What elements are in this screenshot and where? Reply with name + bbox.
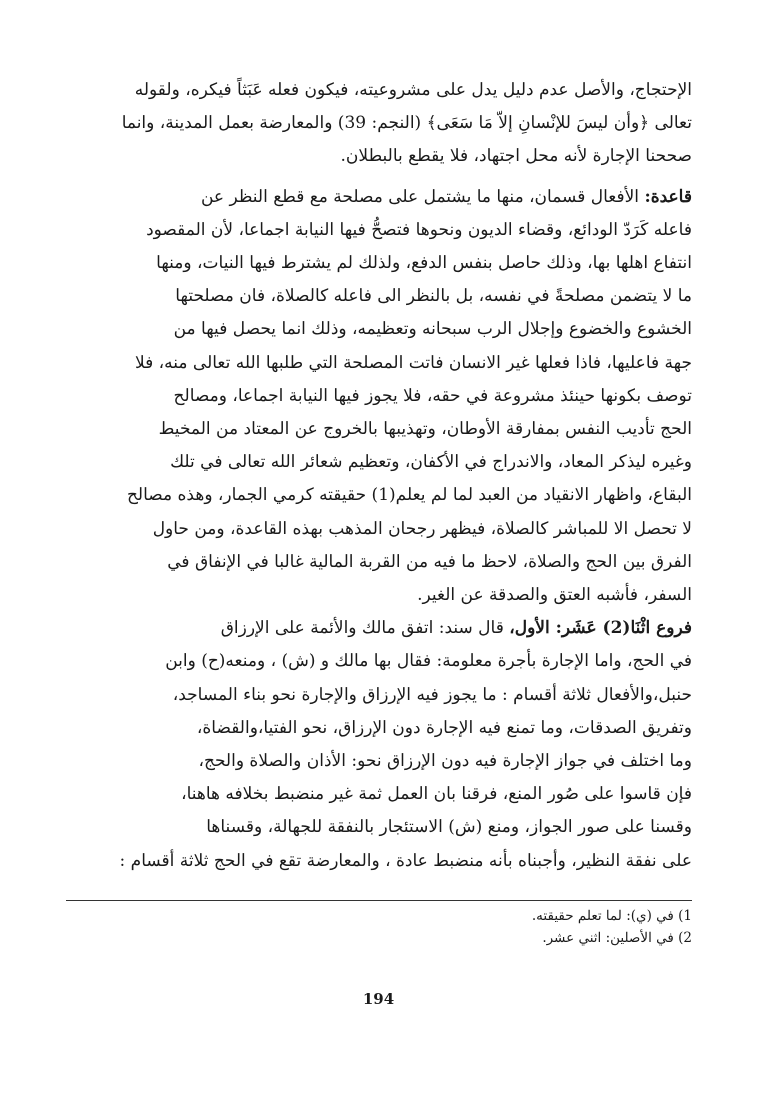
text-line: ما لا يتضمن مصلحةً في نفسه، بل بالنظر الى فاعله كالصلاة، فان مصلحتها: [175, 286, 692, 307]
paragraph-1: [66, 74, 692, 174]
text-line: قال سند: اتفق مالك والأئمة على الإرزاق: [220, 618, 504, 639]
text-line: في الحج، واما الإجارة بأجرة معلومة: فقال بها مالك و (ش) ، ومنعه(ح) وابن: [165, 651, 692, 672]
text-line-with-heading: [66, 181, 692, 214]
text-line: البقاع، واظهار الانقياد من العبد لما لم يعلم(1) حقيقته كرمي الجمار، وهذه مصالح: [126, 485, 692, 506]
text-line: وما اختلف في جواز الإجارة فيه دون الإرزاق نحو: الأذان والصلاة والحج،: [198, 751, 692, 772]
page-number: 194: [362, 990, 395, 1008]
text-line: لا تحصل الا للمباشر كالصلاة، فيظهر رجحان المذهب بهذه القاعدة، ومن حاول: [152, 518, 692, 539]
text-line: توصف بكونها حينئذ مشروعة في حقه، فلا يجوز فيها النيابة اجماعا، ومصالح: [173, 385, 692, 406]
text-line: وغيره ليذكر المعاد، والاندراج في الأكفان، وتعظيم شعائر الله تعالى في تلك: [170, 452, 692, 473]
text-line: تعالى ﴿وأن ليسَ للإنْسانِ إلاّ مَا سَعَى﴾ (النجم: 39) والمعارضة بعمل المدينة، وانما: [121, 113, 692, 134]
footnote: 1) في (ي): لما تعلم حقيقته.: [531, 908, 692, 924]
text-line: فإن قاسوا على صُور المنع، فرقنا بان العمل ثمة غير منضبط بخلافه هاهنا،: [181, 784, 692, 805]
footnote: 2) في الأصلين: اثني عشر.: [542, 930, 692, 946]
text-line: الخشوع والخضوع وإجلال الرب سبحانه وتعظيمه، وذلك انما يحصل فيها من: [173, 319, 692, 340]
text-line: الأفعال قسمان، منها ما يشتمل على مصلحة مع قطع النظر عن: [200, 186, 640, 207]
text-line: انتفاع اهلها بها، وذلك حاصل بنفس الدفع، ولذلك لم يشترط فيها النيات، ومنها: [156, 253, 692, 274]
footnotes: [66, 900, 692, 949]
text-line: الفرق بين الحج والصلاة، لاحظ ما فيه من القربة المالية غالبا في الإنفاق في: [167, 551, 692, 572]
text-line: وتفريق الصدقات، وما تمنع فيه الإجارة دون الإرزاق، نحو الفتيا،والقضاة،: [196, 717, 692, 738]
text-line-with-heading: [66, 612, 692, 645]
branches-heading: فروع اثْنَا(2) عَشَر: الأول،: [509, 618, 692, 639]
text-line: الحج تأديب النفس بمفارقة الأوطان، وتهذيبها بالخروج عن المعتاد من المخيط: [158, 419, 692, 440]
text-line: جهة فاعليها، فاذا فعلها غير الانسان فاتت المصلحة التي طلبها الله تعالى منه، فلا: [134, 352, 692, 373]
text-line: صححنا الإجارة لأنه محل اجتهاد، فلا يقطع بالبطلان.: [340, 146, 692, 167]
rule-heading: قاعدة:: [644, 186, 692, 207]
text-line: حنبل،والأفعال ثلاثة أقسام : ما يجوز فيه الإرزاق والإجارة نحو بناء المساجد،: [172, 684, 692, 705]
text-line: السفر، فأشبه العتق والصدقة عن الغير.: [417, 585, 692, 606]
paragraph-3: [66, 612, 692, 878]
text-line: وقسنا على صور الجواز، ومنع (ش) الاستئجار بالنفقة للجهالة، وقسناها: [206, 817, 692, 838]
main-text: [66, 74, 692, 878]
text-line: الإحتجاج، والأصل عدم دليل يدل على مشروعيته، فيكون فعله عَبَثاً فيكره، ولقوله: [134, 80, 692, 100]
text-line: فاعله كَرَدّ الودائع، وقضاء الديون ونحوها فتصحُّ فيها النيابة اجماعا، لأن المقصود: [146, 219, 692, 240]
paragraph-2: [66, 181, 692, 613]
text-line: على نفقة النظير، وأجبناه بأنه منضبط عادة ، والمعارضة تقع في الحج ثلاثة أقسام :: [119, 850, 692, 871]
